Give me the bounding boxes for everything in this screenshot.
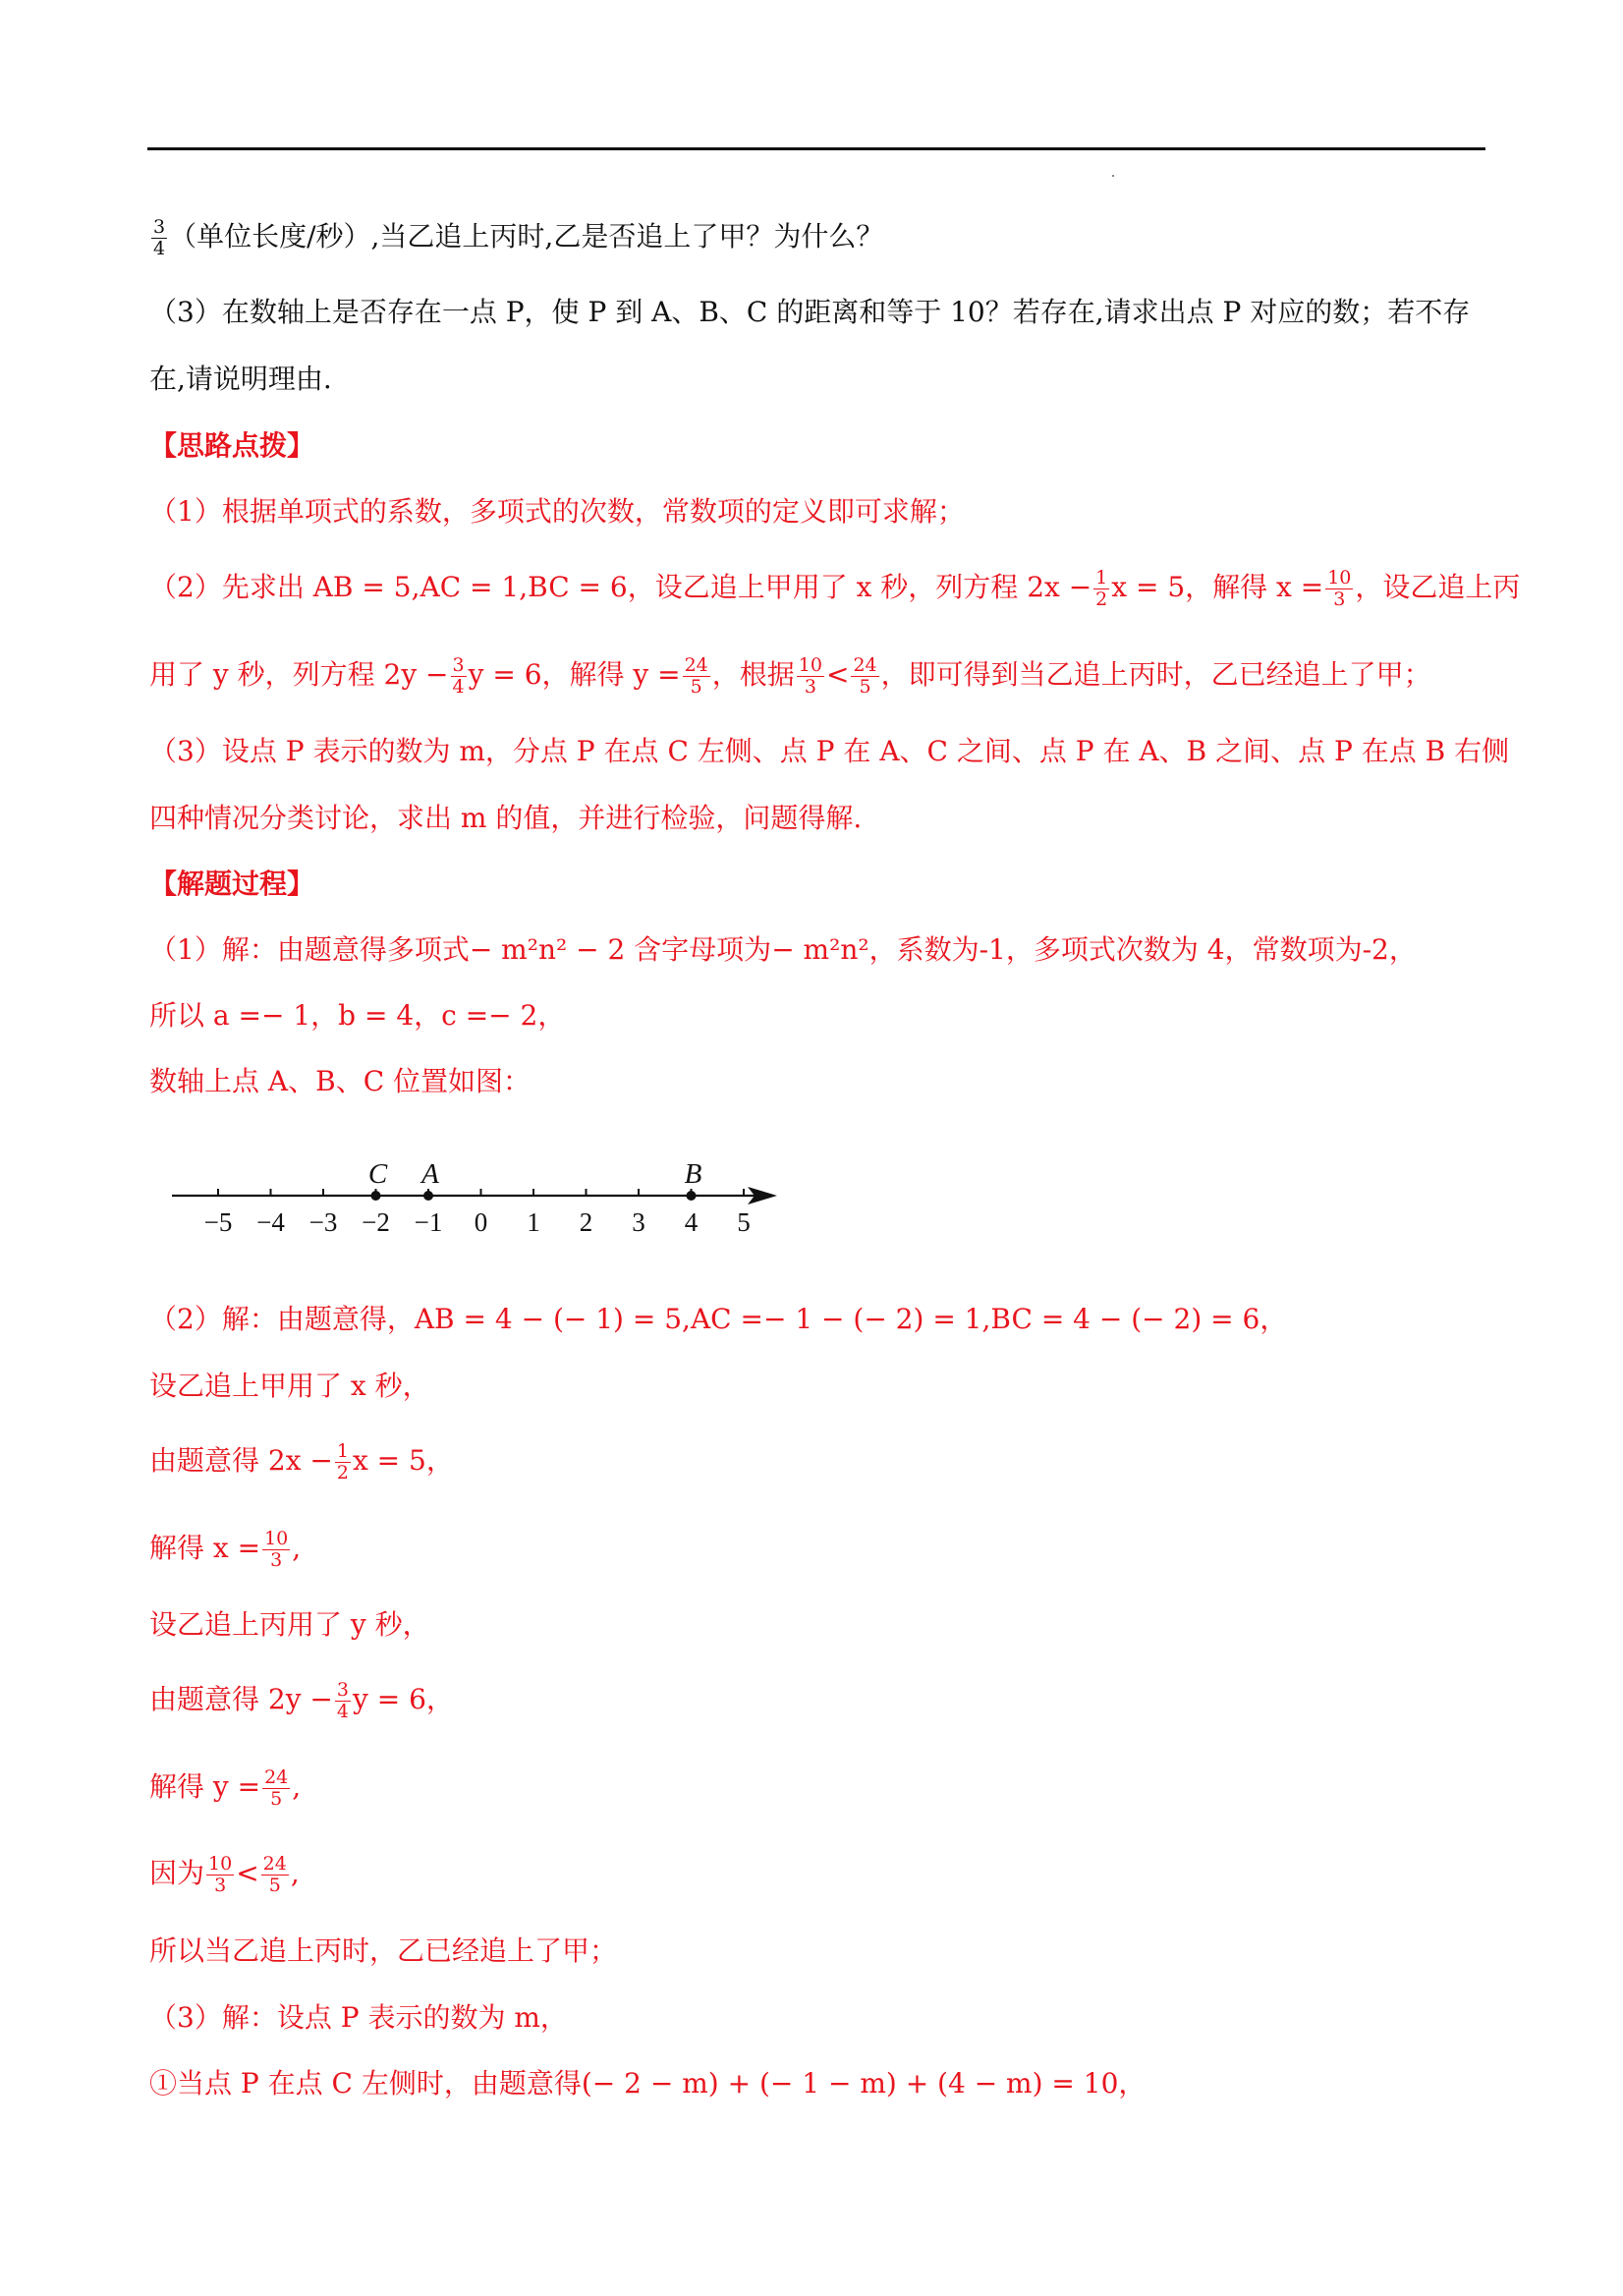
fraction-three-quarters-2: $\frac{3}{4}$ bbox=[452, 654, 465, 698]
fraction-twentyfour-fifths-2: $\frac{24}{5}$ bbox=[853, 654, 877, 698]
point-label-b: B bbox=[684, 1158, 702, 1190]
solution-line-9: 由题意得 2y − $\frac{3}{4}$ y = 6， bbox=[149, 1679, 454, 1722]
tick-label: 1 bbox=[527, 1207, 540, 1237]
header-dot bbox=[1112, 175, 1114, 177]
tick-label: −1 bbox=[414, 1207, 443, 1237]
header-rule bbox=[147, 147, 1485, 150]
fraction-three-quarters: $\frac{3}{4}$ bbox=[153, 216, 166, 259]
tick-label: −5 bbox=[203, 1207, 233, 1237]
solution-line-12: 所以当乙追上丙时，乙已经追上了甲； bbox=[149, 1934, 618, 1967]
fraction-twentyfour-fifths-3: $\frac{24}{5}$ bbox=[264, 1766, 289, 1810]
tick-label: −3 bbox=[308, 1207, 338, 1237]
tick-label: 2 bbox=[579, 1207, 593, 1237]
point-b bbox=[687, 1191, 697, 1201]
question-line-3: 在,请说明理由. bbox=[149, 363, 332, 395]
tick-label: −2 bbox=[362, 1207, 390, 1237]
fraction-ten-thirds-4: $\frac{10}{3}$ bbox=[208, 1853, 233, 1896]
solution-line-4: （2）解：由题意得，AB = 4 − (− 1) = 5,AC =− 1 − (− 2) = 1,BC = 4 − (− 2) = 6， bbox=[149, 1303, 1288, 1335]
solution-line-5: 设乙追上甲用了 x 秒， bbox=[149, 1370, 430, 1402]
fraction-ten-thirds-2: $\frac{10}{3}$ bbox=[798, 654, 822, 698]
solution-line-13: （3）解：设点 P 表示的数为 m， bbox=[149, 2001, 568, 2034]
question-line-2: （3）在数轴上是否存在一点 P，使 P 到 A、B、C 的距离和等于 10？若存在,请求出点 P 对应的数；若不存 bbox=[149, 296, 1471, 328]
point-label-a: A bbox=[421, 1158, 439, 1190]
tick-label: 3 bbox=[632, 1207, 645, 1237]
solution-line-2: 所以 a =− 1，b = 4，c =− 2， bbox=[149, 999, 566, 1032]
tick-label: 0 bbox=[474, 1207, 488, 1237]
fraction-twentyfour-fifths-4: $\frac{24}{5}$ bbox=[262, 1853, 287, 1896]
question-line-1: $\frac{3}{4}$ （单位长度/秒）,当乙追上丙时,乙是否追上了甲？为什么？ bbox=[153, 216, 884, 259]
hint-heading: 【思路点拨】 bbox=[149, 429, 315, 462]
number-line-figure bbox=[162, 1149, 801, 1258]
solution-line-6: 由题意得 2x − $\frac{1}{2}$ x = 5， bbox=[149, 1440, 454, 1484]
solution-line-1: （1）解：由题意得多项式− m²n² − 2 含字母项为− m²n²，系数为-1，多项式次数为 4，常数项为-2， bbox=[149, 933, 1417, 966]
solution-line-8: 设乙追上丙用了 y 秒， bbox=[149, 1608, 430, 1641]
solution-line-3: 数轴上点 A、B、C 位置如图： bbox=[149, 1065, 532, 1097]
hint-line-5: 四种情况分类讨论，求出 m 的值，并进行检验，问题得解. bbox=[149, 802, 863, 834]
tick-label: −4 bbox=[256, 1207, 285, 1237]
fraction-one-half: $\frac{1}{2}$ bbox=[1095, 567, 1108, 610]
fraction-three-quarters-3: $\frac{3}{4}$ bbox=[336, 1679, 349, 1722]
hint-line-2: （2）先求出 AB = 5,AC = 1,BC = 6，设乙追上甲用了 x 秒，列方程 2x − $\frac{1}{2}$ x = 5，解得 x = $\frac{10}{3}$ ，设乙追上丙 bbox=[149, 567, 1521, 610]
tick-label: 4 bbox=[684, 1207, 699, 1237]
point-a bbox=[423, 1191, 433, 1201]
fraction-ten-thirds-3: $\frac{10}{3}$ bbox=[264, 1528, 289, 1571]
fraction-ten-thirds: $\frac{10}{3}$ bbox=[1327, 567, 1352, 610]
solution-line-7: 解得 x = $\frac{10}{3}$ , bbox=[149, 1528, 302, 1571]
hint-line-4: （3）设点 P 表示的数为 m，分点 P 在点 C 左侧、点 P 在 A、C 之间、点 P 在 A、B 之间、点 P 在点 B 右侧 bbox=[149, 735, 1510, 767]
point-label-c: C bbox=[367, 1158, 388, 1190]
solution-line-14: ①当点 P 在点 C 左侧时，由题意得(− 2 − m) + (− 1 − m) + (4 − m) = 10， bbox=[149, 2067, 1147, 2100]
fraction-twentyfour-fifths: $\frac{24}{5}$ bbox=[684, 654, 708, 698]
solution-heading: 【解题过程】 bbox=[149, 868, 315, 900]
solution-line-11: 因为 $\frac{10}{3}$ < $\frac{24}{5}$ , bbox=[149, 1853, 300, 1896]
hint-line-1: （1）根据单项式的系数，多项式的次数，常数项的定义即可求解； bbox=[149, 495, 965, 528]
tick-label: 5 bbox=[737, 1207, 751, 1237]
point-c bbox=[371, 1191, 381, 1201]
fraction-one-half-2: $\frac{1}{2}$ bbox=[336, 1440, 349, 1484]
solution-line-10: 解得 y = $\frac{24}{5}$ , bbox=[149, 1766, 302, 1810]
hint-line-3: 用了 y 秒，列方程 2y − $\frac{3}{4}$ y = 6，解得 y = $\frac{24}{5}$ ，根据 $\frac{10}{3}$ < $\frac{24}{5}$ ，即可得到当乙追上丙时，乙已经追上了甲； bbox=[149, 654, 1431, 698]
